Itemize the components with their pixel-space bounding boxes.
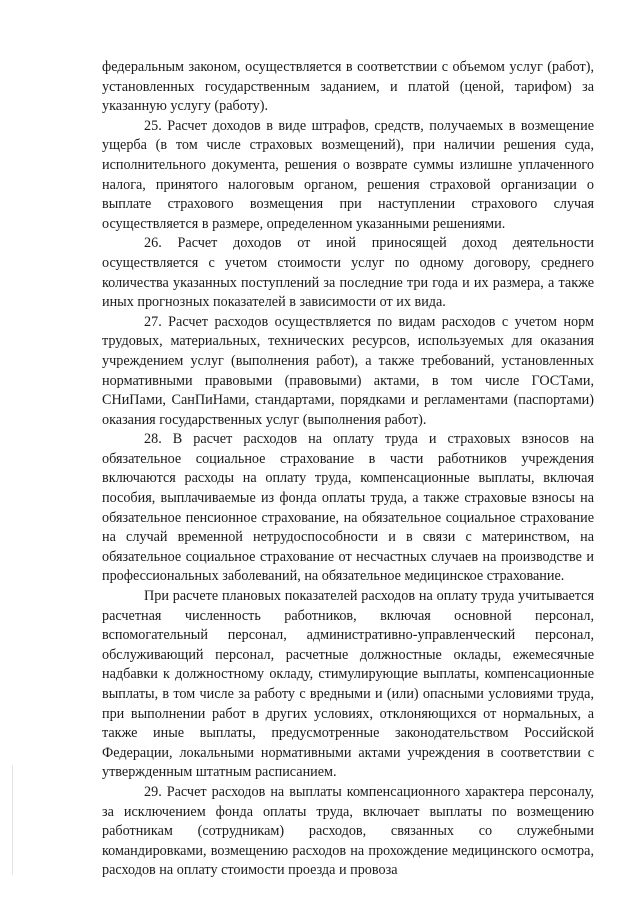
paragraph-29: 29. Расчет расходов на выплаты компенсационного характера персоналу, за исключением фонда оплаты труда, включает выплаты по возмещению работникам (сотрудникам) расходов, связанных со служебными командировками, возмещению расходов на прохождение медицинского осмотра, расходов на оплату стоимости проезда и провоза bbox=[102, 783, 594, 879]
scan-artifact-line bbox=[12, 765, 13, 875]
paragraph-26: 26. Расчет доходов от иной приносящей доход деятельности осуществляется с учетом стоимости услуг по одному договору, среднего количества указанных поступлений за последние три года и их размера, а также иных прогнозных показателей в зависимости от их вида. bbox=[102, 235, 594, 311]
paragraph-27: 27. Расчет расходов осуществляется по видам расходов с учетом норм трудовых, материальных, технических ресурсов, используемых для оказания учреждением услуг (выполнения работ), а также требований, установленных нормативными правовыми (правовыми) актами, в том числе ГОСТами, СНиПами, СанПиНами, стандартами, порядками и регламентами (паспортами) оказания государственных услуг (выполнения работ). bbox=[102, 313, 594, 428]
paragraph-28: 28. В расчет расходов на оплату труда и страховых взносов на обязательное социальное страхование в части работников учреждения включаются расходы на оплату труда, компенсационные выплаты, включая пособия, выплачиваемые из фонда оплаты труда, а также страховые взносы на обязательное пенсионное страхование, на обязательное социальное страхование на случай временной нетрудоспособности и в связи с материнством, на обязательное социальное страхование от несчастных случаев на производстве и профессиональных заболеваний, на обязательное медицинское страхование. bbox=[102, 431, 594, 585]
paragraph-28-planned-indicators: При расчете плановых показателей расходов на оплату труда учитывается расчетная численность работников, включая основной персонал, вспомогательный персонал, административно-управленческий персонал, обслуживающий персонал, расчетные должностные оклады, ежемесячные надбавки к должностному окладу, стимулирующие выплаты, компенсационные выплаты, в том числе за работу с вредными и (или) опасными условиями труда, при выполнении работ в других условиях, отклоняющихся от нормальных, а также иные выплаты, предусмотренные законодательством Российской Федерации, локальными нормативными актами учреждения в соответствии с утвержденным штатным расписанием. bbox=[102, 588, 594, 781]
paragraph-continued: федеральным законом, осуществляется в соответствии с объемом услуг (работ), установленных государственным заданием, и платой (ценой, тарифом) за указанную услугу (работу). bbox=[102, 59, 594, 115]
paragraph-25: 25. Расчет доходов в виде штрафов, средств, получаемых в возмещение ущерба (в том числе страховых возмещений), при наличии решения суда, исполнительного документа, решения о возврате суммы излишне уплаченного налога, принятого налоговым органом, решения страховой организации о выплате страхового возмещения при наступлении страхового случая осуществляется в размере, определенном указанными решениями. bbox=[102, 117, 594, 232]
document-page bbox=[102, 58, 594, 881]
